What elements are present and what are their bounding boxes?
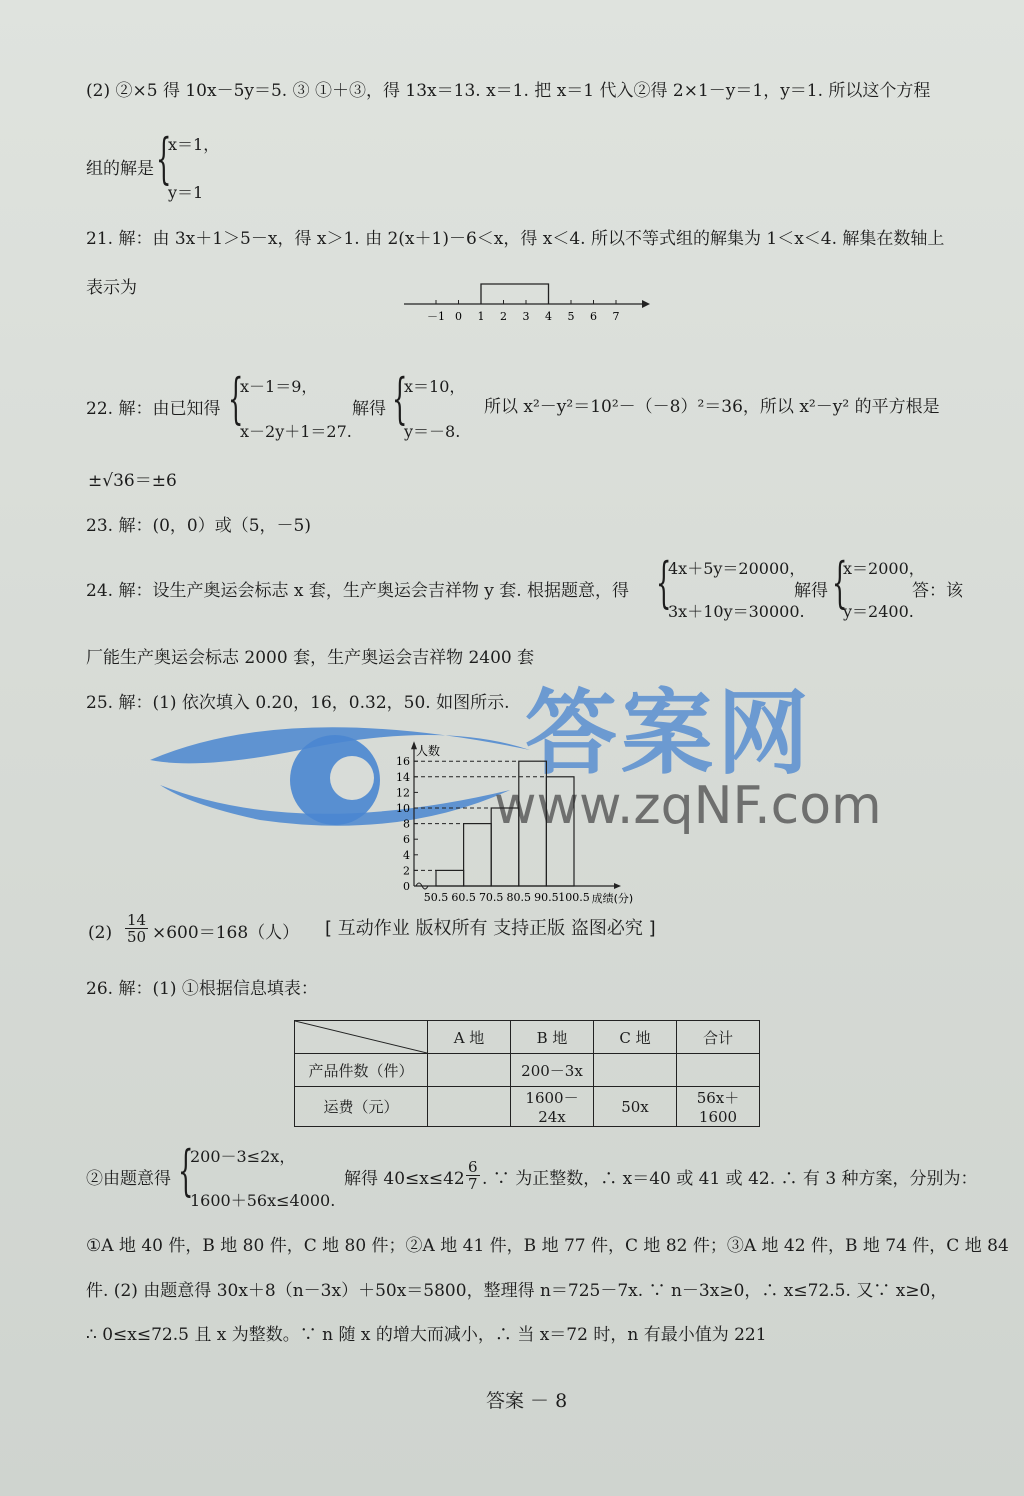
q26-plans-line: ①A 地 40 件，B 地 80 件，C 地 80 件；②A 地 41 件，B 地 77 件，C 地 82 件；③A 地 42 件，B 地 74 件，C 地 84 xyxy=(86,1236,1009,1256)
diagonal-line xyxy=(295,1021,427,1053)
q25-part2-label: (2) xyxy=(88,923,113,943)
y-tick-label: 14 xyxy=(396,770,410,784)
table-cell: 产品件数（件） xyxy=(295,1054,428,1087)
histogram-bar xyxy=(491,808,519,886)
fraction-denominator: 50 xyxy=(127,928,147,946)
histogram-bar xyxy=(546,777,574,886)
q24-system1-line2: 3x＋10y＝30000. xyxy=(668,602,805,621)
q26-part2-tail: . ∵ 为正整数，∴ x＝40 或 41 或 42. ∴ 有 3 种方案，分别为： xyxy=(482,1169,978,1189)
fraction-6-7 xyxy=(466,1159,480,1192)
watermark-title: 答案网 xyxy=(525,680,814,787)
q26-system-line1: 200－3≤2x， xyxy=(190,1147,296,1166)
table-header-cell: B 地 xyxy=(511,1021,594,1054)
y-tick-label: 10 xyxy=(396,802,410,815)
brace-symbol: { xyxy=(178,1139,194,1202)
table-cell: 1600－24x xyxy=(511,1087,594,1127)
y-axis-label: 人数 xyxy=(416,744,441,759)
table-corner-cell xyxy=(295,1021,428,1054)
q21-line: 21. 解：由 3x＋1＞5－x，得 x＞1. 由 2(x＋1)－6＜x，得 x＜4. 所以不等式组的解集为 1＜x＜4. 解集在数轴上 xyxy=(86,229,945,249)
fraction-numerator: 14 xyxy=(127,911,147,929)
x-tick-label: 50.5 xyxy=(423,891,449,904)
brace-symbol: { xyxy=(392,367,408,430)
table-cell: 200－3x xyxy=(511,1054,594,1087)
x-tick-label: 70.5 xyxy=(478,891,504,904)
q26-conclusion-line: ∴ 0≤x≤72.5 且 x 为整数。∵ n 随 x 的增大而减小，∴ 当 x＝72 时，n 有最小值为 221 xyxy=(86,1325,767,1345)
q20-system-line1: x＝1， xyxy=(168,135,220,154)
q25-line: 25. 解：(1) 依次填入 0.20，16，0.32，50. 如图所示. xyxy=(86,693,510,713)
axis-arrow xyxy=(642,300,650,308)
q24-system1-line1: 4x＋5y＝20000， xyxy=(668,559,806,578)
fraction-denominator: 7 xyxy=(468,1175,478,1193)
table-cell xyxy=(428,1054,511,1087)
table-header-cell: C 地 xyxy=(594,1021,677,1054)
histogram-chart xyxy=(384,734,674,914)
q22-system2-line1: x＝10， xyxy=(404,377,466,396)
q26-part2-prefix: ②由题意得 xyxy=(86,1169,171,1189)
y-tick-label: 12 xyxy=(396,786,410,800)
table-header-row xyxy=(295,1021,760,1054)
histogram-bar xyxy=(436,870,464,886)
brace-symbol: { xyxy=(656,551,672,614)
q26-line: 26. 解：(1) ①根据信息填表： xyxy=(86,979,318,999)
q22-system1-line1: x－1＝9， xyxy=(240,377,318,396)
q22-tail: 所以 x²－y²＝10²－（－8）²＝36，所以 x²－y² 的平方根是 xyxy=(484,397,940,417)
y-tick-label: 0 xyxy=(403,880,410,893)
q20-solution-label: 组的解是 xyxy=(86,159,154,179)
q20-system-line2: y＝1 xyxy=(168,183,204,202)
tick-label: 0 xyxy=(455,310,462,323)
fraction-14-50 xyxy=(125,912,148,945)
q20-part2-line: (2) ②×5 得 10x－5y＝5. ③ ①＋③，得 13x＝13. x＝1. 把 x＝1 代入②得 2×1－y＝1，y＝1. 所以这个方程 xyxy=(86,81,931,101)
freight-table xyxy=(294,1020,760,1127)
q24-line2: 厂能生产奥运会标志 2000 套，生产奥运会吉祥物 2400 套 xyxy=(86,648,535,668)
x-tick-label: 60.5 xyxy=(451,891,476,904)
q24-prefix: 24. 解：设生产奥运会标志 x 套，生产奥运会吉祥物 y 套. 根据题意，得 xyxy=(86,581,630,601)
tick-label: 1 xyxy=(477,310,485,323)
y-tick-label: 6 xyxy=(403,833,410,847)
x-tick-label: 90.5 xyxy=(534,891,559,904)
q26-part2b-line: 件. (2) 由题意得 30x＋8（n－3x）＋50x＝5800，整理得 n＝725－7x. ∵ n－3x≥0，∴ x≤72.5. 又∵ x≥0， xyxy=(86,1281,948,1301)
table-row xyxy=(295,1087,760,1127)
x-tick-label: 80.5 xyxy=(506,891,532,904)
table-cell: 运费（元） xyxy=(295,1087,428,1127)
tick-label: 4 xyxy=(545,310,552,323)
table-cell: 56x＋1600 xyxy=(677,1087,760,1127)
y-tick-label: 4 xyxy=(403,848,410,862)
q22-answer: ±√36＝±6 xyxy=(88,471,177,491)
q26-solve-text: 解得 40≤x≤42 xyxy=(344,1169,465,1189)
q22-solve-label: 解得 xyxy=(352,399,386,419)
table-header-cell: 合计 xyxy=(677,1021,760,1054)
watermark-url: www.zqNF.com xyxy=(494,776,882,836)
tick-label: 7 xyxy=(612,310,620,323)
brace-symbol: { xyxy=(156,127,172,190)
brace-symbol: { xyxy=(832,551,848,614)
brace-symbol: { xyxy=(228,367,244,430)
x-axis-label: 成绩(分) xyxy=(591,892,634,905)
tick-label: 6 xyxy=(590,310,597,323)
q21-line2: 表示为 xyxy=(86,278,137,298)
histogram-bar xyxy=(519,761,547,886)
q25-part2-tail: ×600＝168（人） xyxy=(152,923,300,943)
q24-system2-line2: y＝2400. xyxy=(843,602,914,621)
q24-solve-label: 解得 xyxy=(794,581,828,601)
y-tick-label: 16 xyxy=(396,755,410,769)
tick-label: 3 xyxy=(522,310,530,323)
q22-system1-line2: x－2y＋1＝27. xyxy=(240,422,352,441)
y-tick-label: 8 xyxy=(403,817,410,831)
q22-system2-line2: y＝－8. xyxy=(404,422,461,441)
solution-interval xyxy=(481,284,549,304)
table-cell xyxy=(428,1087,511,1127)
table-cell xyxy=(594,1054,677,1087)
table-cell xyxy=(677,1054,760,1087)
q24-tail: 答：该 xyxy=(912,581,963,601)
histogram-bar xyxy=(464,824,492,886)
x-axis-arrow xyxy=(614,883,621,889)
table-cell: 50x xyxy=(594,1087,677,1127)
tick-label: 2 xyxy=(500,310,507,323)
q24-system2-line1: x＝2000， xyxy=(843,559,925,578)
q26-system-line2: 1600＋56x≤4000. xyxy=(190,1191,336,1210)
tick-label: －1 xyxy=(427,310,445,323)
copyright-notice: [ 互动作业 版权所有 支持正版 盗图必究 ] xyxy=(325,918,656,939)
number-line xyxy=(396,276,656,324)
y-tick-label: 2 xyxy=(403,864,410,878)
table-header-cell: A 地 xyxy=(428,1021,511,1054)
page-footer: 答案 － 8 xyxy=(486,1390,568,1412)
table-row xyxy=(295,1054,760,1087)
tick-label: 5 xyxy=(567,310,575,323)
x-tick-label: 100.5 xyxy=(558,891,590,904)
q22-prefix: 22. 解：由已知得 xyxy=(86,399,221,419)
fraction-numerator: 6 xyxy=(468,1158,478,1176)
q23-line: 23. 解：(0，0）或（5，－5) xyxy=(86,516,311,536)
